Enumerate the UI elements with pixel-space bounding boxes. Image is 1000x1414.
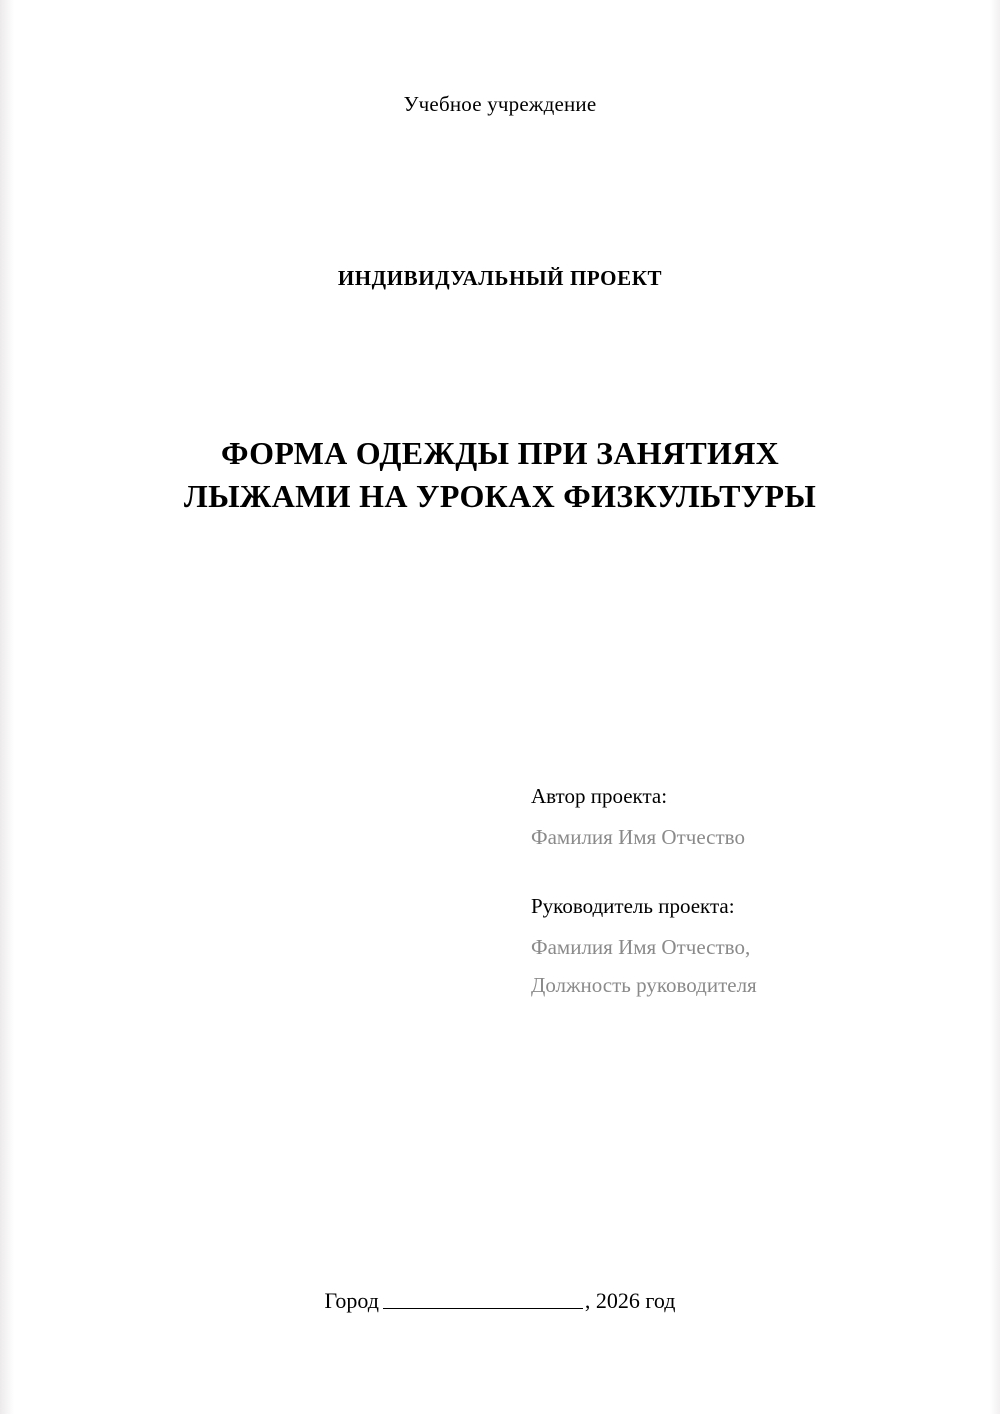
author-block [531, 786, 931, 848]
credits-block [531, 786, 931, 996]
page-title [110, 432, 890, 517]
supervisor-value: Фамилия Имя Отчество, [531, 935, 751, 959]
city-label: Город [324, 1288, 379, 1313]
footer-city-year [0, 1288, 1000, 1314]
year-text: , 2026 год [584, 1288, 676, 1313]
supervisor-position: Должность руководителя [531, 973, 757, 997]
institution-name: Учебное учреждение [403, 92, 597, 116]
document-type: ИНДИВИДУАЛЬНЫЙ ПРОЕКТ [337, 266, 663, 290]
page-title-line-1: ФОРМА ОДЕЖДЫ ПРИ ЗАНЯТИЯХ [220, 435, 780, 471]
author-label: Автор проекта: [531, 784, 668, 808]
city-blank-line [383, 1308, 583, 1309]
page-title-line-2: ЛЫЖАМИ НА УРОКАХ ФИЗКУЛЬТУРЫ [183, 477, 817, 514]
supervisor-label: Руководитель проекта: [531, 894, 735, 918]
supervisor-block [531, 896, 931, 996]
author-value: Фамилия Имя Отчество [531, 825, 745, 849]
